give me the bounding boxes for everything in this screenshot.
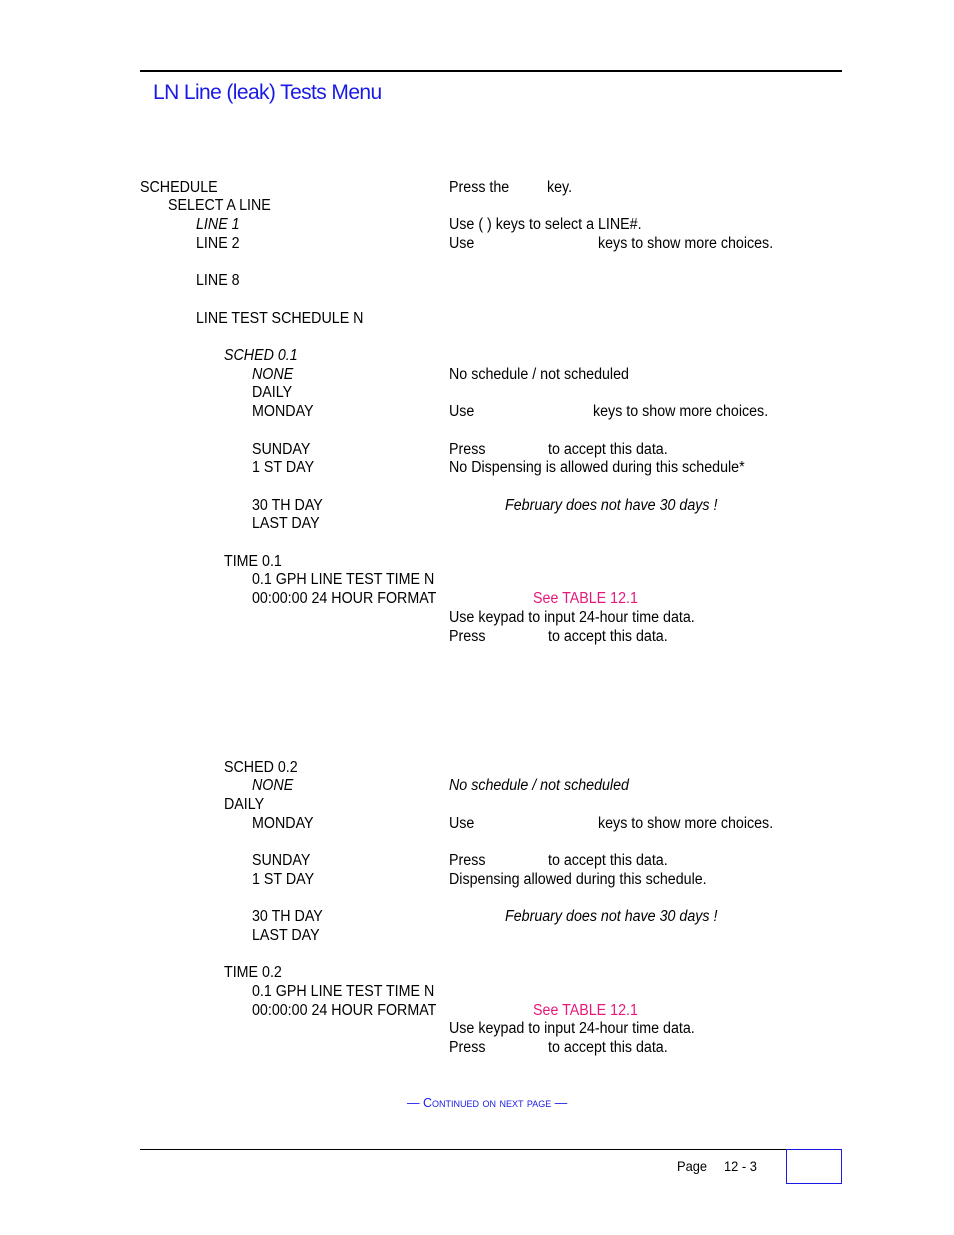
menu-item-line-test-schedule: LINE TEST SCHEDULE N (196, 310, 364, 327)
menu-item-30th-day: 30 TH DAY (252, 908, 323, 925)
instruction-accept: to accept this data. (548, 852, 668, 869)
page-number: 12 - 3 (724, 1158, 757, 1174)
menu-item-last-day: LAST DAY (252, 515, 320, 532)
instruction-more-choices: keys to show more choices. (598, 815, 774, 832)
menu-item-none: NONE (252, 777, 294, 794)
menu-item-schedule: SCHEDULE (140, 179, 218, 196)
menu-item-sched-0-1: SCHED 0.1 (224, 347, 298, 364)
bottom-rule (140, 1149, 842, 1150)
description-no-schedule: No schedule / not scheduled (449, 777, 629, 794)
continued-dash-left: — (407, 1096, 420, 1110)
menu-item-30th-day: 30 TH DAY (252, 497, 323, 514)
menu-item-daily: DAILY (224, 796, 265, 813)
instruction-use: Use (449, 403, 475, 420)
menu-item-sched-0-2: SCHED 0.2 (224, 759, 298, 776)
continued-dash-right: — (554, 1096, 568, 1110)
page-label: Page (677, 1158, 708, 1174)
top-rule (140, 70, 842, 72)
page-title: LN Line (leak) Tests Menu (153, 81, 382, 104)
instruction-press: Press (449, 852, 486, 869)
instruction-accept: to accept this data. (548, 1039, 668, 1056)
description-dispensing-allowed: Dispensing allowed during this schedule. (449, 871, 707, 888)
menu-item-line-1: LINE 1 (196, 216, 240, 233)
instruction-select-line: Use ( ) keys to select a LINE#. (449, 216, 642, 233)
menu-item-1st-day: 1 ST DAY (252, 871, 315, 888)
menu-item-none: NONE (252, 366, 294, 383)
instruction-press: Press (449, 441, 486, 458)
menu-item-time-0-2: TIME 0.2 (224, 964, 282, 981)
menu-item-time-format: 00:00:00 24 HOUR FORMAT (252, 590, 437, 607)
instruction-keypad: Use keypad to input 24-hour time data. (449, 1020, 695, 1037)
menu-item-1st-day: 1 ST DAY (252, 459, 315, 476)
menu-item-last-day: LAST DAY (252, 927, 320, 944)
description-no-dispensing: No Dispensing is allowed during this schedule* (449, 459, 745, 476)
instruction-more-choices: keys to show more choices. (593, 403, 769, 420)
description-no-schedule: No schedule / not scheduled (449, 366, 629, 383)
instruction-keypad: Use keypad to input 24-hour time data. (449, 609, 695, 626)
menu-item-daily: DAILY (252, 384, 293, 401)
menu-item-monday: MONDAY (252, 815, 314, 832)
continued-text: Continued on next page (422, 1096, 552, 1110)
menu-item-gph-line-test-time: 0.1 GPH LINE TEST TIME N (252, 571, 435, 588)
table-reference-link[interactable]: See TABLE 12.1 (533, 590, 638, 607)
instruction-press: Press (449, 1039, 486, 1056)
instruction-more-choices: keys to show more choices. (598, 235, 774, 252)
menu-item-gph-line-test-time: 0.1 GPH LINE TEST TIME N (252, 983, 435, 1000)
menu-item-time-format: 00:00:00 24 HOUR FORMAT (252, 1002, 437, 1019)
menu-item-line-2: LINE 2 (196, 235, 240, 252)
menu-item-line-8: LINE 8 (196, 272, 240, 289)
instruction-key: key. (547, 179, 573, 196)
menu-item-sunday: SUNDAY (252, 441, 311, 458)
note-february: February does not have 30 days ! (505, 908, 718, 925)
note-february: February does not have 30 days ! (505, 497, 718, 514)
instruction-accept: to accept this data. (548, 628, 668, 645)
continued-note (407, 1096, 567, 1110)
page-corner-box (786, 1149, 842, 1184)
menu-item-time-0-1: TIME 0.1 (224, 553, 282, 570)
instruction-press-the: Press the (449, 179, 510, 196)
instruction-use: Use (449, 235, 475, 252)
menu-item-sunday: SUNDAY (252, 852, 311, 869)
table-reference-link[interactable]: See TABLE 12.1 (533, 1002, 638, 1019)
instruction-use: Use (449, 815, 475, 832)
instruction-press: Press (449, 628, 486, 645)
menu-item-select-a-line: SELECT A LINE (168, 197, 271, 214)
menu-item-monday: MONDAY (252, 403, 314, 420)
instruction-accept: to accept this data. (548, 441, 668, 458)
